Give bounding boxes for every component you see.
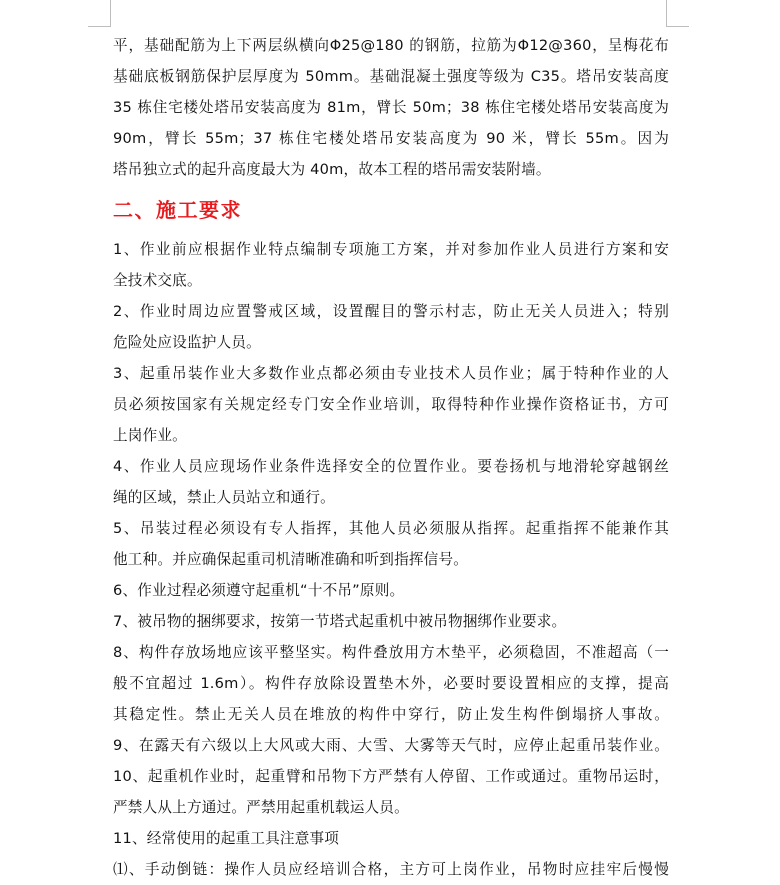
paragraph-line: 90m，臂长 55m；37 栋住宅楼处塔吊安装高度为 90 米，臂长 55m。因为 <box>113 130 669 147</box>
paragraph-line: 1、作业前应根据作业特点编制专项施工方案，并对参加作业人员进行方案和安 <box>113 241 669 258</box>
paragraph-line: 全技术交底。 <box>113 272 202 289</box>
paragraph-line: 3、起重吊装作业大多数作业点都必须由专业技术人员作业；属于特种作业的人 <box>113 365 669 382</box>
paragraph-line: 7、被吊物的捆绑要求，按第一节塔式起重机中被吊物捆绑作业要求。 <box>113 613 567 630</box>
paragraph-line: 11、经常使用的起重工具注意事项 <box>113 830 340 847</box>
paragraph-line: 6、作业过程必须遵守起重机“十不吊”原则。 <box>113 582 405 599</box>
paragraph-line: 基础底板钢筋保护层厚度为 50mm。基础混凝土强度等级为 C35。塔吊安装高度 <box>113 68 669 85</box>
page-corner-mark-right <box>666 0 689 27</box>
paragraph-line: ⑴、手动倒链：操作人员应经培训合格，主方可上岗作业，吊物时应挂牢后慢慢 <box>113 861 669 878</box>
paragraph-line: 严禁人从上方通过。严禁用起重机载运人员。 <box>113 799 409 816</box>
paragraph-line: 危险处应设监护人员。 <box>113 334 261 351</box>
paragraph-line: 般不宜超过 1.6m）。构件存放除设置垫木外，必要时要设置相应的支撑，提高 <box>113 675 669 692</box>
paragraph-line: 2、作业时周边应置警戒区域，设置醒目的警示村志，防止无关人员进入；特别 <box>113 303 669 320</box>
document-body <box>113 30 669 885</box>
page-corner-mark-left <box>88 0 111 27</box>
paragraph-line: 8、构件存放场地应该平整坚实。构件叠放用方木垫平，必须稳固，不准超高（一 <box>113 644 669 661</box>
paragraph-line: 9、在露天有六级以上大风或大雨、大雪、大雾等天气时，应停止起重吊装作业。 <box>113 737 669 754</box>
paragraph-line: 员必须按国家有关规定经专门安全作业培训，取得特种作业操作资格证书，方可 <box>113 396 669 413</box>
paragraph-line: 10、起重机作业时，起重臂和吊物下方严禁有人停留、工作或通过。重物吊运时， <box>113 768 669 785</box>
paragraph-line: 平，基础配筋为上下两层纵横向Φ25@180 的钢筋，拉筋为Φ12@360，呈梅花布 <box>113 37 669 54</box>
paragraph-line: 5、吊装过程必须设有专人指挥，其他人员必须服从指挥。起重指挥不能兼作其 <box>113 520 669 537</box>
section-heading: 二、施工要求 <box>113 198 242 222</box>
paragraph-line: 4、作业人员应现场作业条件选择安全的位置作业。要卷扬机与地滑轮穿越钢丝 <box>113 458 669 475</box>
paragraph-line: 他工种。并应确保起重司机清晰准确和听到指挥信号。 <box>113 551 469 568</box>
paragraph-line: 上岗作业。 <box>113 427 187 444</box>
paragraph-line: 其稳定性。禁止无关人员在堆放的构件中穿行，防止发生构件倒塌挤人事故。 <box>113 706 669 723</box>
paragraph-line: 塔吊独立式的起升高度最大为 40m，故本工程的塔吊需安装附墙。 <box>113 161 551 178</box>
paragraph-line: 绳的区域，禁止人员站立和通行。 <box>113 489 335 506</box>
paragraph-line: 35 栋住宅楼处塔吊安装高度为 81m，臂长 50m；38 栋住宅楼处塔吊安装高度为 <box>113 99 669 116</box>
